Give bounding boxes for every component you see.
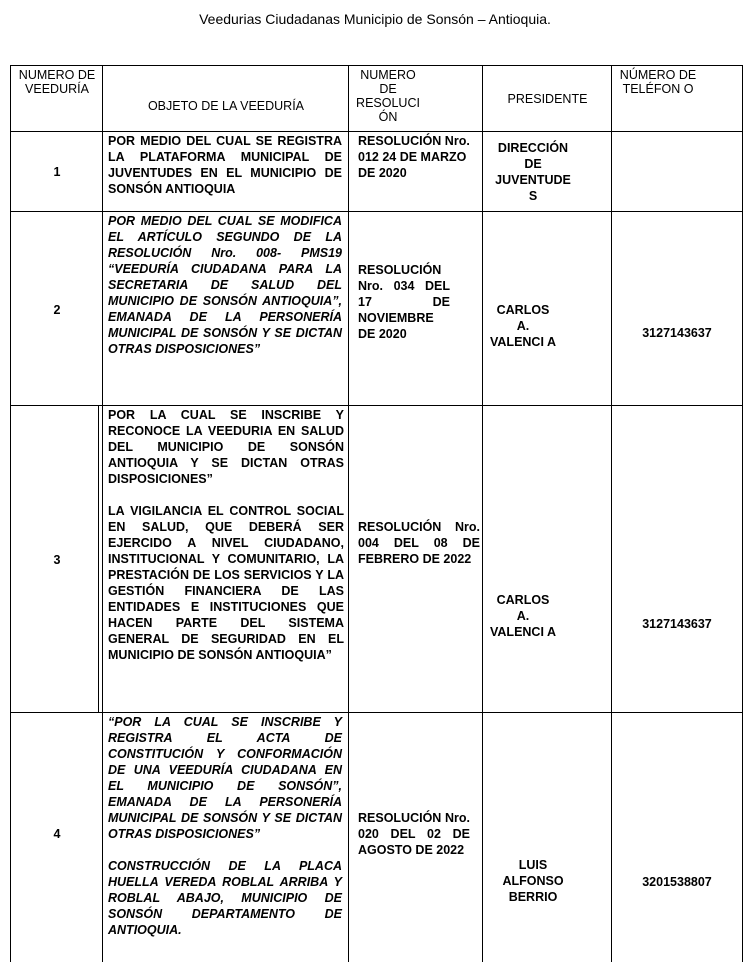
row-3-objeto-p1: POR LA CUAL SE INSCRIBE Y RECONOCE LA VEEDURIA EN SALUD DEL MUNICIPIO DE SONSÓN ANTIOQUIA Y SE DICTAN OTRAS DISPOSICIONES” xyxy=(108,408,344,486)
row-1-resolucion: RESOLUCIÓN Nro. 012 24 DE MARZO DE 2020 xyxy=(358,134,470,180)
row-1-presidente: DIRECCIÓN DE JUVENTUDE S xyxy=(495,141,571,203)
row-2-telefono: 3127143637 xyxy=(642,326,712,340)
row-3-resolucion: RESOLUCIÓN Nro. 004 DEL 08 DE FEBRERO DE 2022 xyxy=(358,520,480,566)
row-2-numero: 2 xyxy=(53,303,61,317)
row-1-objeto: POR MEDIO DEL CUAL SE REGISTRA LA PLATAFORMA MUNICIPAL DE JUVENTUDES EN EL MUNICIPIO DE SONSÓN ANTIOQUIA xyxy=(108,134,342,196)
row-divider xyxy=(10,712,743,713)
row-4-presidente: LUIS ALFONSO BERRIO xyxy=(502,858,564,904)
header-resolucion: NUMERO DE RESOLUCI ÓN xyxy=(356,68,420,124)
header-presidente: PRESIDENTE xyxy=(507,92,588,106)
row-4-objeto-p1: “POR LA CUAL SE INSCRIBE Y REGISTRA EL ACTA DE CONSTITUCIÓN Y CONFORMACIÓN DE UNA VEEDURÍA CIUDADANA EN EL MUNICIPIO DE SONSÓN”, EMANADA DE LA PERSONERÍA MUNICIPAL DE SONSÓN Y SE DICTAN OTRAS DISPOSICIONES” xyxy=(108,715,342,841)
column-divider xyxy=(348,65,349,962)
row-3-objeto-p2: LA VIGILANCIA EL CONTROL SOCIAL EN SALUD, QUE DEBERÁ SER EJERCIDO A NIVEL CIUDADANO, INSTITUCIONAL Y COMUNITARIO, LA PRESTACIÓN DE LOS SERVICIOS Y LA GESTIÓN FINANCIERA DE LAS ENTIDADES E INSTITUCIONES QUE HACEN PARTE DEL SISTEMA GENERAL DE SEGURIDAD EN EL MUNICIPIO DE SONSÓN ANTIOQUIA” xyxy=(108,504,344,662)
column-divider xyxy=(102,65,103,962)
row-4-objeto xyxy=(108,714,342,938)
header-telefono: NÚMERO DE TELÉFON O xyxy=(619,68,697,96)
row-4-objeto-p2: CONSTRUCCIÓN DE LA PLACA HUELLA VEREDA ROBLAL ARRIBA Y ROBLAL ABAJO, MUNICIPIO DE SONSÓN DEPARTAMENTO DE ANTIOQUIA. xyxy=(108,859,342,937)
row-3-telefono: 3127143637 xyxy=(642,617,712,631)
row-divider xyxy=(10,405,743,406)
column-divider xyxy=(611,65,612,962)
column-divider xyxy=(482,65,483,962)
row-divider xyxy=(10,211,743,212)
row-3-numero: 3 xyxy=(53,553,61,567)
row-4-telefono: 3201538807 xyxy=(642,875,712,889)
row-divider xyxy=(10,131,743,132)
row-2-presidente: CARLOS A. VALENCI A xyxy=(490,303,556,349)
row-3-objeto xyxy=(108,407,344,663)
page-title: Veedurias Ciudadanas Municipio de Sonsón – Antioquia. xyxy=(199,11,551,27)
header-objeto: OBJETO DE LA VEEDURÍA xyxy=(147,99,305,113)
row-4-resolucion: RESOLUCIÓN Nro. 020 DEL 02 DE AGOSTO DE 2022 xyxy=(358,811,470,857)
header-numero: NUMERO DE VEEDURÍA xyxy=(18,68,96,96)
row-1-numero: 1 xyxy=(53,165,61,179)
row-2-objeto: POR MEDIO DEL CUAL SE MODIFICA EL ARTÍCULO SEGUNDO DE LA RESOLUCIÓN Nro. 008- PMS19 “VEEDURÍA CIUDADANA PARA LA SECRETARIA DE SALUD DEL MUNICIPIO DE SONSÓN ANTIOQUIA”, EMANADA DE LA PERSONERÍA MUNICIPAL DE SONSÓN Y SE DICTAN OTRAS DISPOSICIONES” xyxy=(108,214,342,356)
row-2-resolucion: RESOLUCIÓN Nro. 034 DEL 17 DE NOVIEMBRE DE 2020 xyxy=(358,263,450,341)
row-4-numero: 4 xyxy=(53,827,61,841)
row-3-presidente: CARLOS A. VALENCI A xyxy=(490,593,556,639)
